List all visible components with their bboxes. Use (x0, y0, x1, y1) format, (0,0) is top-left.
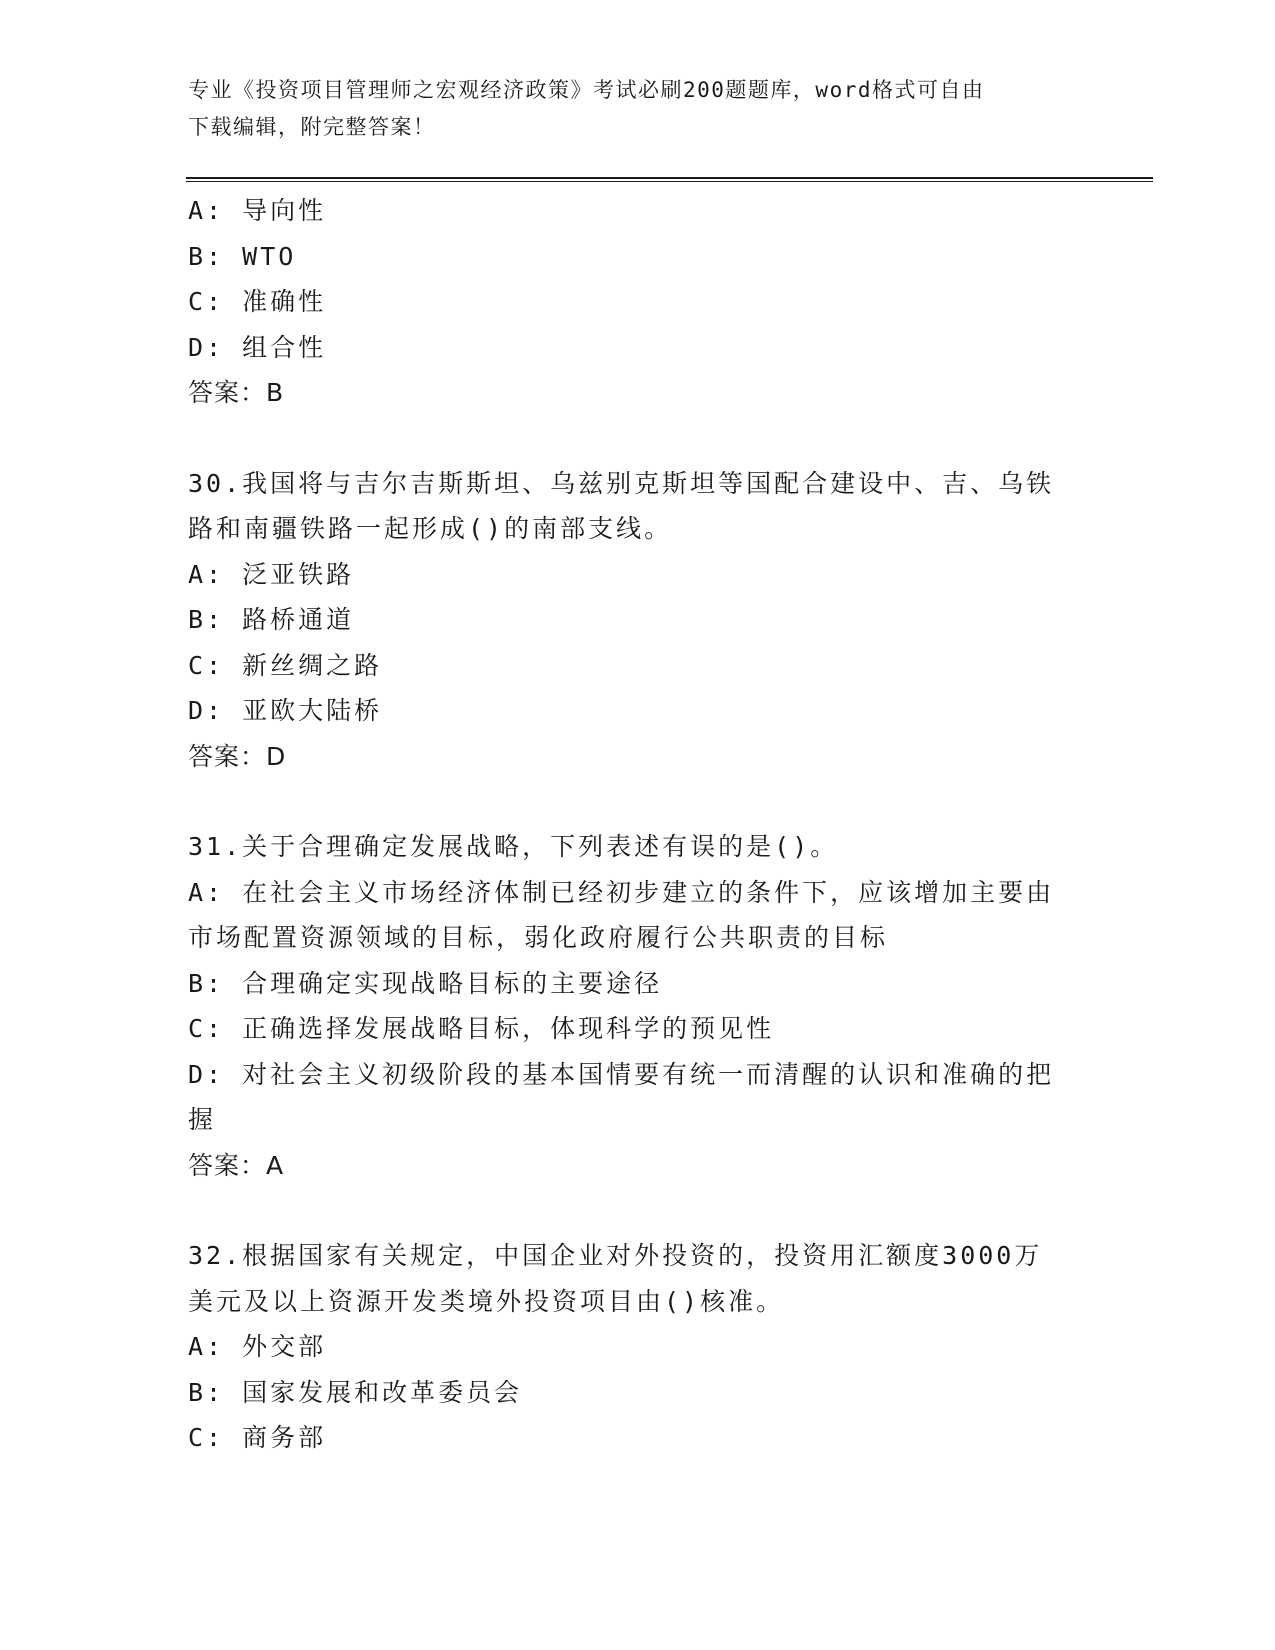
question-text-line-2: 美元及以上资源开发类境外投资项目由()核准。 (188, 1286, 785, 1316)
page-header (188, 72, 1068, 146)
question-block-31 (188, 824, 1078, 1188)
question-text-line-1: 31.关于合理确定发展战略，下列表述有误的是()。 (188, 832, 839, 861)
option-b: B: WTO (188, 241, 297, 271)
question-block-29 (188, 188, 1078, 416)
option-d-line-2: 握 (188, 1105, 217, 1134)
question-block-32 (188, 1233, 1078, 1461)
header-line-2: 下载编辑，附完整答案！ (188, 115, 436, 139)
header-divider-thick (186, 177, 1153, 179)
option-c: C: 商务部 (188, 1423, 327, 1452)
option-d: D: 组合性 (188, 332, 327, 362)
option-c: C: 准确性 (188, 287, 327, 316)
question-text-line-2: 路和南疆铁路一起形成()的南部支线。 (188, 514, 673, 543)
header-divider-thin (186, 181, 1153, 182)
option-b: B: 路桥通道 (188, 605, 355, 634)
option-a: A: 导向性 (188, 196, 327, 225)
option-a-line-2: 市场配置资源领域的目标，弱化政府履行公共职责的目标 (188, 923, 889, 952)
option-a: A: 泛亚铁路 (188, 559, 355, 589)
answer-line: 答案：D (188, 741, 287, 771)
question-block-30 (188, 461, 1078, 780)
option-d-line-1: D: 对社会主义初级阶段的基本国情要有统一而清醒的认识和准确的把 (188, 1059, 1055, 1089)
document-body (188, 188, 1078, 1461)
option-b: B: 合理确定实现战略目标的主要途径 (188, 968, 663, 998)
answer-line: 答案：B (188, 378, 285, 407)
question-text-line-1: 30.我国将与吉尔吉斯斯坦、乌兹别克斯坦等国配合建设中、吉、乌铁 (188, 468, 1055, 498)
answer-line: 答案：A (188, 1150, 285, 1180)
option-a: A: 外交部 (188, 1332, 327, 1361)
header-line-1: 专业《投资项目管理师之宏观经济政策》考试必刷200题题库，word格式可自由 (188, 78, 985, 102)
option-c: C: 新丝绸之路 (188, 650, 383, 680)
option-c: C: 正确选择发展战略目标，体现科学的预见性 (188, 1014, 775, 1043)
option-b: B: 国家发展和改革委员会 (188, 1377, 523, 1407)
option-d: D: 亚欧大陆桥 (188, 696, 383, 725)
option-a-line-1: A: 在社会主义市场经济体制已经初步建立的条件下，应该增加主要由 (188, 877, 1055, 907)
question-text-line-1: 32.根据国家有关规定，中国企业对外投资的，投资用汇额度3000万 (188, 1241, 1043, 1270)
